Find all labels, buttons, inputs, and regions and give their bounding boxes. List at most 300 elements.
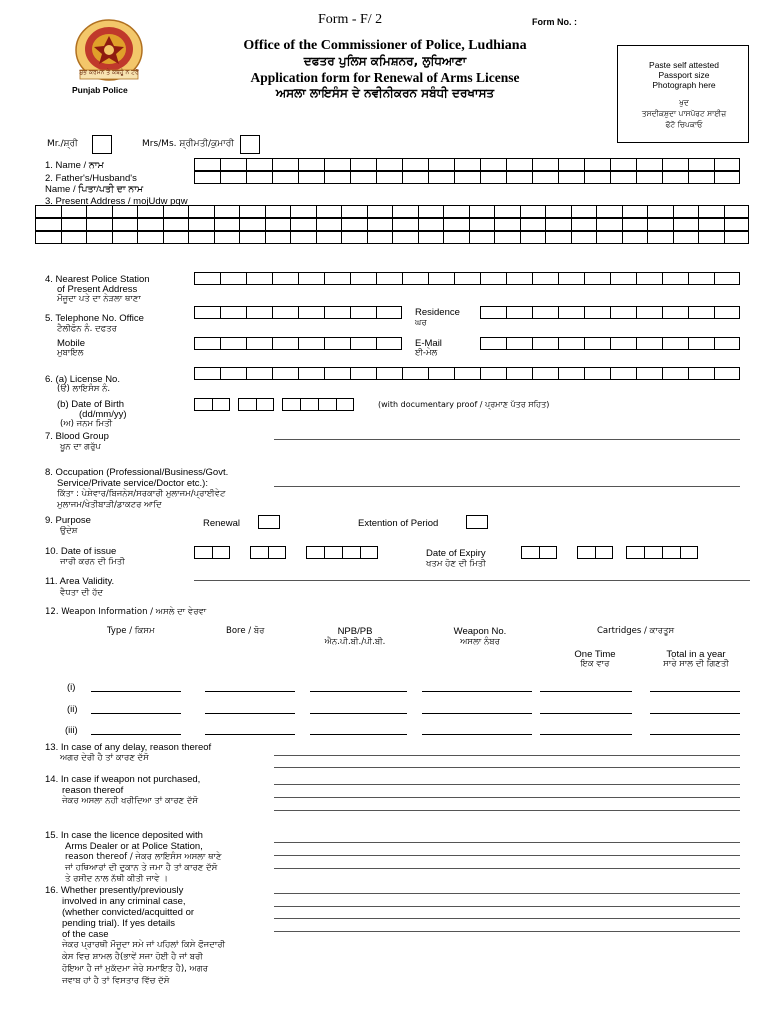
input-cell[interactable] xyxy=(214,205,240,218)
input-cell[interactable] xyxy=(610,367,636,380)
input-cell[interactable] xyxy=(272,272,298,285)
input-cell[interactable] xyxy=(298,272,324,285)
input-cell[interactable] xyxy=(610,306,636,319)
input-cell[interactable] xyxy=(520,205,546,218)
input-cell[interactable] xyxy=(324,546,342,559)
input-cell[interactable] xyxy=(316,231,342,244)
input-cell[interactable] xyxy=(714,367,740,380)
weapon-entry-line[interactable] xyxy=(422,713,532,714)
delay-line-2[interactable] xyxy=(274,767,740,768)
input-cell[interactable] xyxy=(35,205,61,218)
input-cell[interactable] xyxy=(324,337,350,350)
input-cell[interactable] xyxy=(662,272,688,285)
mrs-checkbox[interactable] xyxy=(240,135,260,154)
address-input-row-1[interactable] xyxy=(35,205,749,218)
dob-month-cells[interactable] xyxy=(238,398,274,411)
input-cell[interactable] xyxy=(220,306,246,319)
input-cell[interactable] xyxy=(112,231,138,244)
input-cell[interactable] xyxy=(86,231,112,244)
input-cell[interactable] xyxy=(532,367,558,380)
input-cell[interactable] xyxy=(532,158,558,171)
mobile-input-cells[interactable] xyxy=(194,337,402,350)
input-cell[interactable] xyxy=(558,272,584,285)
weapon-entry-line[interactable] xyxy=(91,734,181,735)
input-cell[interactable] xyxy=(647,218,673,231)
criminal-case-line-3[interactable] xyxy=(274,918,740,919)
input-cell[interactable] xyxy=(298,158,324,171)
not-purchased-line-1[interactable] xyxy=(274,784,740,785)
input-cell[interactable] xyxy=(622,218,648,231)
input-cell[interactable] xyxy=(265,205,291,218)
input-cell[interactable] xyxy=(137,205,163,218)
input-cell[interactable] xyxy=(350,367,376,380)
weapon-entry-line[interactable] xyxy=(310,734,407,735)
input-cell[interactable] xyxy=(636,306,662,319)
input-cell[interactable] xyxy=(428,171,454,184)
input-cell[interactable] xyxy=(480,158,506,171)
input-cell[interactable] xyxy=(428,367,454,380)
input-cell[interactable] xyxy=(506,272,532,285)
input-cell[interactable] xyxy=(239,231,265,244)
occupation-label-3: ਕਿੱਤਾ : ਪੇਸ਼ੇਵਾਰ/ਬਿਜਨੇਸ/ਸਰਕਾਰੀ ਮੁਲਾਜਮ/ਪ੍ਰਾਈਵੇਟ xyxy=(57,489,226,499)
input-cell[interactable] xyxy=(545,218,571,231)
input-cell[interactable] xyxy=(688,306,714,319)
telephone-office-input-cells[interactable] xyxy=(194,306,402,319)
input-cell[interactable] xyxy=(480,171,506,184)
input-cell[interactable] xyxy=(558,337,584,350)
input-cell[interactable] xyxy=(469,218,495,231)
input-cell[interactable] xyxy=(443,218,469,231)
input-cell[interactable] xyxy=(220,158,246,171)
input-cell[interactable] xyxy=(300,398,318,411)
input-cell[interactable] xyxy=(596,218,622,231)
area-validity-line[interactable] xyxy=(194,580,750,581)
input-cell[interactable] xyxy=(454,367,480,380)
input-cell[interactable] xyxy=(584,272,610,285)
input-cell[interactable] xyxy=(367,205,393,218)
input-cell[interactable] xyxy=(256,398,274,411)
renewal-checkbox[interactable] xyxy=(258,515,280,529)
deposited-line-3[interactable] xyxy=(274,868,740,869)
mobile-label: Mobile xyxy=(57,338,85,349)
input-cell[interactable] xyxy=(350,306,376,319)
input-cell[interactable] xyxy=(636,171,662,184)
input-cell[interactable] xyxy=(367,218,393,231)
input-cell[interactable] xyxy=(714,306,740,319)
issue-year-cells[interactable] xyxy=(306,546,378,559)
input-cell[interactable] xyxy=(360,546,378,559)
input-cell[interactable] xyxy=(558,367,584,380)
input-cell[interactable] xyxy=(520,218,546,231)
input-cell[interactable] xyxy=(61,231,87,244)
input-cell[interactable] xyxy=(376,337,402,350)
col-weapon-no-punjabi: ਅਸਲਾ ਨੰਬਰ xyxy=(460,637,500,647)
input-cell[interactable] xyxy=(350,272,376,285)
input-cell[interactable] xyxy=(376,306,402,319)
input-cell[interactable] xyxy=(494,205,520,218)
license-input-cells[interactable] xyxy=(194,367,740,380)
weapon-entry-line[interactable] xyxy=(91,691,181,692)
input-cell[interactable] xyxy=(341,231,367,244)
input-cell[interactable] xyxy=(282,398,300,411)
input-cell[interactable] xyxy=(272,337,298,350)
col-type: Type / ਕਿਸਮ xyxy=(107,626,155,636)
input-cell[interactable] xyxy=(595,546,613,559)
input-cell[interactable] xyxy=(636,337,662,350)
input-cell[interactable] xyxy=(584,367,610,380)
input-cell[interactable] xyxy=(324,367,350,380)
dob-day-cells[interactable] xyxy=(194,398,230,411)
input-cell[interactable] xyxy=(545,231,571,244)
not-purchased-line-3[interactable] xyxy=(274,810,740,811)
residence-input-cells[interactable] xyxy=(480,306,740,319)
weapon-entry-line[interactable] xyxy=(650,713,740,714)
input-cell[interactable] xyxy=(418,231,444,244)
address-input-row-2[interactable] xyxy=(35,218,749,231)
father-name-input-cells[interactable] xyxy=(194,171,740,184)
weapon-entry-line[interactable] xyxy=(310,713,407,714)
input-cell[interactable] xyxy=(480,367,506,380)
input-cell[interactable] xyxy=(188,218,214,231)
issue-day-cells[interactable] xyxy=(194,546,230,559)
weapon-entry-line[interactable] xyxy=(205,691,295,692)
input-cell[interactable] xyxy=(584,337,610,350)
input-cell[interactable] xyxy=(61,218,87,231)
input-cell[interactable] xyxy=(350,171,376,184)
dob-input-cells[interactable] xyxy=(194,398,354,411)
form-title-punjabi: ਅਸਲਾ ਲਾਇਸੰਸ ਦੇ ਨਵੀਨੀਕਰਨ ਸਬੰਧੀ ਦਰਖਾਸਤ xyxy=(275,86,495,100)
input-cell[interactable] xyxy=(662,546,680,559)
input-cell[interactable] xyxy=(336,398,354,411)
input-cell[interactable] xyxy=(688,171,714,184)
input-cell[interactable] xyxy=(532,272,558,285)
input-cell[interactable] xyxy=(480,306,506,319)
input-cell[interactable] xyxy=(636,272,662,285)
input-cell[interactable] xyxy=(272,367,298,380)
input-cell[interactable] xyxy=(214,231,240,244)
date-of-issue-input[interactable] xyxy=(194,546,378,559)
input-cell[interactable] xyxy=(454,171,480,184)
input-cell[interactable] xyxy=(265,218,291,231)
input-cell[interactable] xyxy=(418,218,444,231)
input-cell[interactable] xyxy=(188,205,214,218)
police-station-input-cells[interactable] xyxy=(194,272,740,285)
input-cell[interactable] xyxy=(137,218,163,231)
input-cell[interactable] xyxy=(268,546,286,559)
input-cell[interactable] xyxy=(469,205,495,218)
input-cell[interactable] xyxy=(194,306,220,319)
input-cell[interactable] xyxy=(521,546,539,559)
input-cell[interactable] xyxy=(714,158,740,171)
input-cell[interactable] xyxy=(402,158,428,171)
input-cell[interactable] xyxy=(545,205,571,218)
input-cell[interactable] xyxy=(324,158,350,171)
input-cell[interactable] xyxy=(558,171,584,184)
input-cell[interactable] xyxy=(610,171,636,184)
input-cell[interactable] xyxy=(367,231,393,244)
weapon-entry-line[interactable] xyxy=(650,691,740,692)
input-cell[interactable] xyxy=(341,218,367,231)
input-cell[interactable] xyxy=(246,337,272,350)
input-cell[interactable] xyxy=(506,158,532,171)
input-cell[interactable] xyxy=(402,272,428,285)
input-cell[interactable] xyxy=(376,272,402,285)
input-cell[interactable] xyxy=(584,158,610,171)
weapon-entry-line[interactable] xyxy=(422,691,532,692)
weapon-entry-line[interactable] xyxy=(205,734,295,735)
input-cell[interactable] xyxy=(673,205,699,218)
weapon-entry-line[interactable] xyxy=(205,713,295,714)
input-cell[interactable] xyxy=(480,337,506,350)
input-cell[interactable] xyxy=(647,231,673,244)
input-cell[interactable] xyxy=(324,272,350,285)
input-cell[interactable] xyxy=(61,205,87,218)
input-cell[interactable] xyxy=(272,171,298,184)
input-cell[interactable] xyxy=(520,231,546,244)
input-cell[interactable] xyxy=(698,231,724,244)
mr-checkbox[interactable] xyxy=(92,135,112,154)
input-cell[interactable] xyxy=(316,218,342,231)
input-cell[interactable] xyxy=(272,306,298,319)
input-cell[interactable] xyxy=(265,231,291,244)
input-cell[interactable] xyxy=(194,546,212,559)
input-cell[interactable] xyxy=(506,171,532,184)
input-cell[interactable] xyxy=(571,218,597,231)
input-cell[interactable] xyxy=(714,337,740,350)
input-cell[interactable] xyxy=(163,218,189,231)
input-cell[interactable] xyxy=(86,218,112,231)
input-cell[interactable] xyxy=(577,546,595,559)
input-cell[interactable] xyxy=(239,218,265,231)
email-input-cells[interactable] xyxy=(480,337,740,350)
input-cell[interactable] xyxy=(238,398,256,411)
criminal-case-line-1[interactable] xyxy=(274,893,740,894)
input-cell[interactable] xyxy=(428,272,454,285)
input-cell[interactable] xyxy=(558,306,584,319)
input-cell[interactable] xyxy=(324,171,350,184)
input-cell[interactable] xyxy=(662,337,688,350)
input-cell[interactable] xyxy=(86,205,112,218)
input-cell[interactable] xyxy=(298,171,324,184)
input-cell[interactable] xyxy=(194,398,212,411)
weapon-entry-line[interactable] xyxy=(422,734,532,735)
input-cell[interactable] xyxy=(673,231,699,244)
input-cell[interactable] xyxy=(392,231,418,244)
input-cell[interactable] xyxy=(376,171,402,184)
purpose-label-punjabi: ਉਦੇਸ਼ xyxy=(60,526,78,536)
input-cell[interactable] xyxy=(539,546,557,559)
deposited-line-2[interactable] xyxy=(274,855,740,856)
input-cell[interactable] xyxy=(662,367,688,380)
input-cell[interactable] xyxy=(532,306,558,319)
input-cell[interactable] xyxy=(724,218,750,231)
input-cell[interactable] xyxy=(571,231,597,244)
input-cell[interactable] xyxy=(596,231,622,244)
weapon-entry-line[interactable] xyxy=(540,734,632,735)
input-cell[interactable] xyxy=(342,546,360,559)
input-cell[interactable] xyxy=(212,546,230,559)
input-cell[interactable] xyxy=(714,272,740,285)
input-cell[interactable] xyxy=(246,158,272,171)
input-cell[interactable] xyxy=(644,546,662,559)
input-cell[interactable] xyxy=(376,367,402,380)
input-cell[interactable] xyxy=(239,205,265,218)
input-cell[interactable] xyxy=(647,205,673,218)
input-cell[interactable] xyxy=(494,231,520,244)
input-cell[interactable] xyxy=(494,218,520,231)
criminal-case-line-4[interactable] xyxy=(274,931,740,932)
input-cell[interactable] xyxy=(698,218,724,231)
input-cell[interactable] xyxy=(443,205,469,218)
input-cell[interactable] xyxy=(454,272,480,285)
deposited-line-1[interactable] xyxy=(274,842,740,843)
input-cell[interactable] xyxy=(137,231,163,244)
input-cell[interactable] xyxy=(724,231,750,244)
input-cell[interactable] xyxy=(341,205,367,218)
input-cell[interactable] xyxy=(662,158,688,171)
not-purchased-line-2[interactable] xyxy=(274,797,740,798)
input-cell[interactable] xyxy=(636,367,662,380)
name-input-cells[interactable] xyxy=(194,158,740,171)
date-of-expiry-input[interactable] xyxy=(521,546,698,559)
input-cell[interactable] xyxy=(714,171,740,184)
input-cell[interactable] xyxy=(316,205,342,218)
weapon-entry-line[interactable] xyxy=(540,691,632,692)
input-cell[interactable] xyxy=(163,231,189,244)
input-cell[interactable] xyxy=(402,367,428,380)
input-cell[interactable] xyxy=(112,205,138,218)
input-cell[interactable] xyxy=(584,306,610,319)
input-cell[interactable] xyxy=(250,546,268,559)
photo-box[interactable] xyxy=(617,45,749,143)
expiry-day-cells[interactable] xyxy=(521,546,557,559)
input-cell[interactable] xyxy=(532,337,558,350)
input-cell[interactable] xyxy=(688,158,714,171)
input-cell[interactable] xyxy=(688,337,714,350)
input-cell[interactable] xyxy=(622,205,648,218)
input-cell[interactable] xyxy=(220,171,246,184)
input-cell[interactable] xyxy=(298,306,324,319)
input-cell[interactable] xyxy=(418,205,444,218)
delay-line-1[interactable] xyxy=(274,755,740,756)
input-cell[interactable] xyxy=(290,205,316,218)
input-cell[interactable] xyxy=(392,218,418,231)
input-cell[interactable] xyxy=(376,158,402,171)
input-cell[interactable] xyxy=(350,337,376,350)
form-number-label: Form No. : xyxy=(532,17,577,27)
input-cell[interactable] xyxy=(306,546,324,559)
issue-month-cells[interactable] xyxy=(250,546,286,559)
input-cell[interactable] xyxy=(246,272,272,285)
input-cell[interactable] xyxy=(558,158,584,171)
input-cell[interactable] xyxy=(610,158,636,171)
address-input-row-3[interactable] xyxy=(35,231,749,244)
input-cell[interactable] xyxy=(688,367,714,380)
input-cell[interactable] xyxy=(163,205,189,218)
expiry-month-cells[interactable] xyxy=(577,546,613,559)
input-cell[interactable] xyxy=(724,205,750,218)
input-cell[interactable] xyxy=(532,171,558,184)
input-cell[interactable] xyxy=(220,337,246,350)
input-cell[interactable] xyxy=(662,306,688,319)
input-cell[interactable] xyxy=(188,231,214,244)
input-cell[interactable] xyxy=(324,306,350,319)
input-cell[interactable] xyxy=(194,367,220,380)
input-cell[interactable] xyxy=(246,306,272,319)
input-cell[interactable] xyxy=(506,306,532,319)
input-cell[interactable] xyxy=(272,158,298,171)
dob-year-cells[interactable] xyxy=(282,398,354,411)
input-cell[interactable] xyxy=(402,171,428,184)
input-cell[interactable] xyxy=(673,218,699,231)
blood-group-line[interactable] xyxy=(274,439,740,440)
input-cell[interactable] xyxy=(212,398,230,411)
criminal-case-label-6: ਜੇਕਰ ਪ੍ਰਾਰਥੀ ਮੌਜੂਦਾ ਸਮੇ ਜਾਂ ਪਹਿਲਾਂ ਕਿਸੇ ਫੌਜਦਾਰੀ xyxy=(62,940,226,950)
weapon-entry-line[interactable] xyxy=(310,691,407,692)
input-cell[interactable] xyxy=(112,218,138,231)
input-cell[interactable] xyxy=(454,158,480,171)
input-cell[interactable] xyxy=(220,272,246,285)
occupation-line[interactable] xyxy=(274,486,740,487)
input-cell[interactable] xyxy=(636,158,662,171)
input-cell[interactable] xyxy=(318,398,336,411)
input-cell[interactable] xyxy=(194,272,220,285)
input-cell[interactable] xyxy=(350,158,376,171)
input-cell[interactable] xyxy=(246,171,272,184)
col-one-time-punjabi: ਇਕ ਵਾਰ xyxy=(580,659,610,669)
input-cell[interactable] xyxy=(194,158,220,171)
input-cell[interactable] xyxy=(246,367,272,380)
input-cell[interactable] xyxy=(290,218,316,231)
input-cell[interactable] xyxy=(290,231,316,244)
criminal-case-line-2[interactable] xyxy=(274,906,740,907)
email-label-punjabi: ਈ-ਮੇਲ xyxy=(415,348,438,358)
input-cell[interactable] xyxy=(506,367,532,380)
extention-checkbox[interactable] xyxy=(466,515,488,529)
blood-group-label-punjabi: ਖੂਨ ਦਾ ਗਰੁੱਪ xyxy=(60,442,101,452)
input-cell[interactable] xyxy=(610,337,636,350)
input-cell[interactable] xyxy=(662,171,688,184)
input-cell[interactable] xyxy=(626,546,644,559)
input-cell[interactable] xyxy=(469,231,495,244)
weapon-entry-line[interactable] xyxy=(91,713,181,714)
input-cell[interactable] xyxy=(680,546,698,559)
expiry-year-cells[interactable] xyxy=(626,546,698,559)
weapon-entry-line[interactable] xyxy=(540,713,632,714)
weapon-entry-line[interactable] xyxy=(650,734,740,735)
input-cell[interactable] xyxy=(392,205,418,218)
input-cell[interactable] xyxy=(571,205,597,218)
input-cell[interactable] xyxy=(35,231,61,244)
input-cell[interactable] xyxy=(298,337,324,350)
input-cell[interactable] xyxy=(220,367,246,380)
input-cell[interactable] xyxy=(506,337,532,350)
input-cell[interactable] xyxy=(610,272,636,285)
input-cell[interactable] xyxy=(480,272,506,285)
input-cell[interactable] xyxy=(298,367,324,380)
input-cell[interactable] xyxy=(194,171,220,184)
input-cell[interactable] xyxy=(35,218,61,231)
input-cell[interactable] xyxy=(443,231,469,244)
input-cell[interactable] xyxy=(428,158,454,171)
input-cell[interactable] xyxy=(214,218,240,231)
input-cell[interactable] xyxy=(698,205,724,218)
input-cell[interactable] xyxy=(584,171,610,184)
input-cell[interactable] xyxy=(596,205,622,218)
input-cell[interactable] xyxy=(688,272,714,285)
input-cell[interactable] xyxy=(194,337,220,350)
input-cell[interactable] xyxy=(622,231,648,244)
